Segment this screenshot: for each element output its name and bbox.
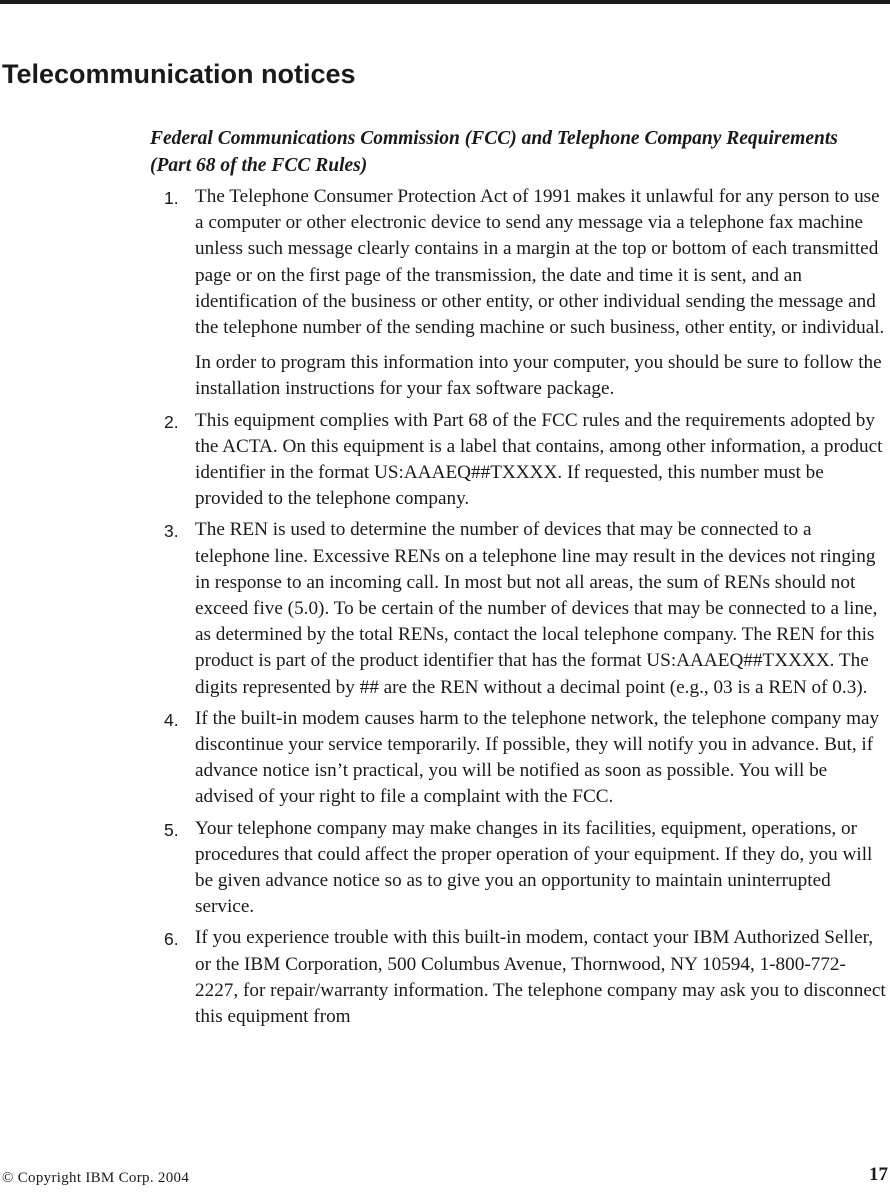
page-title: Telecommunication notices (2, 59, 356, 89)
list-item-paragraph: This equipment complies with Part 68 of the FCC rules and the requirements adopted by the ACTA. On this equipment is a label that contains, among other information, a product identifier in the format US:AAAEQ##TXXXX. If requested, this number must be provided to the telephone company. (195, 409, 883, 510)
list-item-number: 2. (164, 411, 179, 432)
numbered-list (0, 184, 890, 1035)
list-item-paragraph: The Telephone Consumer Protection Act of 1991 makes it unlawful for any person to use a computer or other electronic device to send any message via a telephone fax machine unless such message clearly contains in a margin at the top or bottom of each transmitted page or on the first page of the transmission, the date and time it is sent, and an identification of the business or other entity, or other individual sending the message and the telephone number of the sending machine or such business, other entity, or individual. (195, 186, 885, 339)
list-item-number: 3. (164, 521, 179, 542)
list-item-number: 4. (164, 709, 179, 730)
footer-copyright: © Copyright IBM Corp. 2004 (2, 1170, 190, 1186)
list-item-number: 5. (164, 819, 179, 840)
list-item (0, 517, 887, 700)
list-item-paragraph: If you experience trouble with this built-in modem, contact your IBM Authorized Seller, or the IBM Corporation, 500 Columbus Avenue, Thornwood, NY 10594, 1-800-772-2227, for repair/warranty information. The telephone company may ask you to disconnect this equipment from (195, 927, 886, 1028)
page-number: 17 (869, 1164, 888, 1185)
list-item (0, 925, 887, 1030)
list-item (0, 816, 887, 921)
section-heading: Federal Communications Commission (FCC) and Telephone Company Requirements (Part 68 of the FCC Rules) (150, 128, 838, 176)
list-item (0, 184, 887, 403)
top-rule (0, 0, 890, 4)
list-item-paragraph: In order to program this information into your computer, you should be sure to follow the installation instructions for your fax software package. (195, 352, 882, 400)
list-item (0, 408, 887, 513)
list-item-paragraph: If the built-in modem causes harm to the telephone network, the telephone company may discontinue your service temporarily. If possible, they will notify you in advance. But, if advance notice isn’t practical, you will be notified as soon as possible. You will be advised of your right to file a complaint with the FCC. (195, 707, 880, 808)
list-item-number: 1. (164, 188, 179, 208)
list-item-number: 6. (164, 929, 179, 950)
list-item-paragraph: The REN is used to determine the number of devices that may be connected to a telephone line. Excessive RENs on a telephone line may result in the devices not ringing in response to an incoming call. In most but not all areas, the sum of RENs should not exceed five (5.0). To be certain of the number of devices that may be connected to a line, as determined by the total RENs, contact the local telephone company. The REN for this product is part of the product identifier that has the format US:AAAEQ##TXXXX. The digits represented by ## are the REN without a decimal point (e.g., 03 is a REN of 0.3). (195, 519, 878, 698)
list-item-paragraph: Your telephone company may make changes in its facilities, equipment, operations, or procedures that could affect the proper operation of your equipment. If they do, you will be given advance notice so as to give you an opportunity to maintain uninterrupted service. (195, 817, 873, 918)
list-item (0, 706, 887, 811)
